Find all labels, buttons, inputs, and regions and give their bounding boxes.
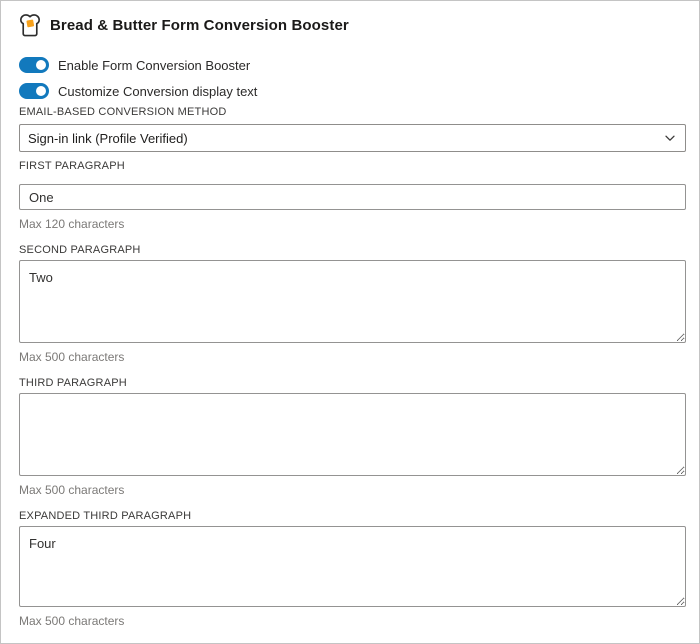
second-paragraph-label: SECOND PARAGRAPH — [19, 244, 141, 256]
second-paragraph-textarea[interactable] — [19, 260, 686, 343]
toggle-knob — [36, 60, 46, 70]
customize-text-toggle[interactable] — [19, 83, 49, 99]
enable-booster-toggle[interactable] — [19, 57, 49, 73]
expanded-third-paragraph-textarea[interactable] — [19, 526, 686, 607]
third-paragraph-hint: Max 500 characters — [19, 483, 125, 497]
first-paragraph-input[interactable] — [19, 184, 686, 210]
conversion-method-label: EMAIL-BASED CONVERSION METHOD — [19, 106, 227, 118]
header — [19, 13, 686, 37]
toggle-row-customize-text — [19, 83, 686, 99]
customize-text-toggle-label: Customize Conversion display text — [58, 83, 258, 99]
conversion-method-select[interactable] — [19, 124, 686, 152]
page-title: Bread & Butter Form Conversion Booster — [50, 16, 349, 34]
enable-booster-toggle-label: Enable Form Conversion Booster — [58, 57, 251, 73]
expanded-third-paragraph-label: EXPANDED THIRD PARAGRAPH — [19, 510, 192, 522]
third-paragraph-textarea[interactable] — [19, 393, 686, 476]
toggle-row-enable-booster — [19, 57, 686, 73]
first-paragraph-label: FIRST PARAGRAPH — [19, 160, 125, 172]
expanded-third-paragraph-hint: Max 500 characters — [19, 614, 125, 628]
bread-butter-logo-icon — [19, 13, 41, 37]
third-paragraph-label: THIRD PARAGRAPH — [19, 377, 127, 389]
first-paragraph-hint: Max 120 characters — [19, 217, 125, 231]
second-paragraph-hint: Max 500 characters — [19, 350, 125, 364]
conversion-method-select-wrap — [19, 124, 686, 152]
toggle-knob — [36, 86, 46, 96]
